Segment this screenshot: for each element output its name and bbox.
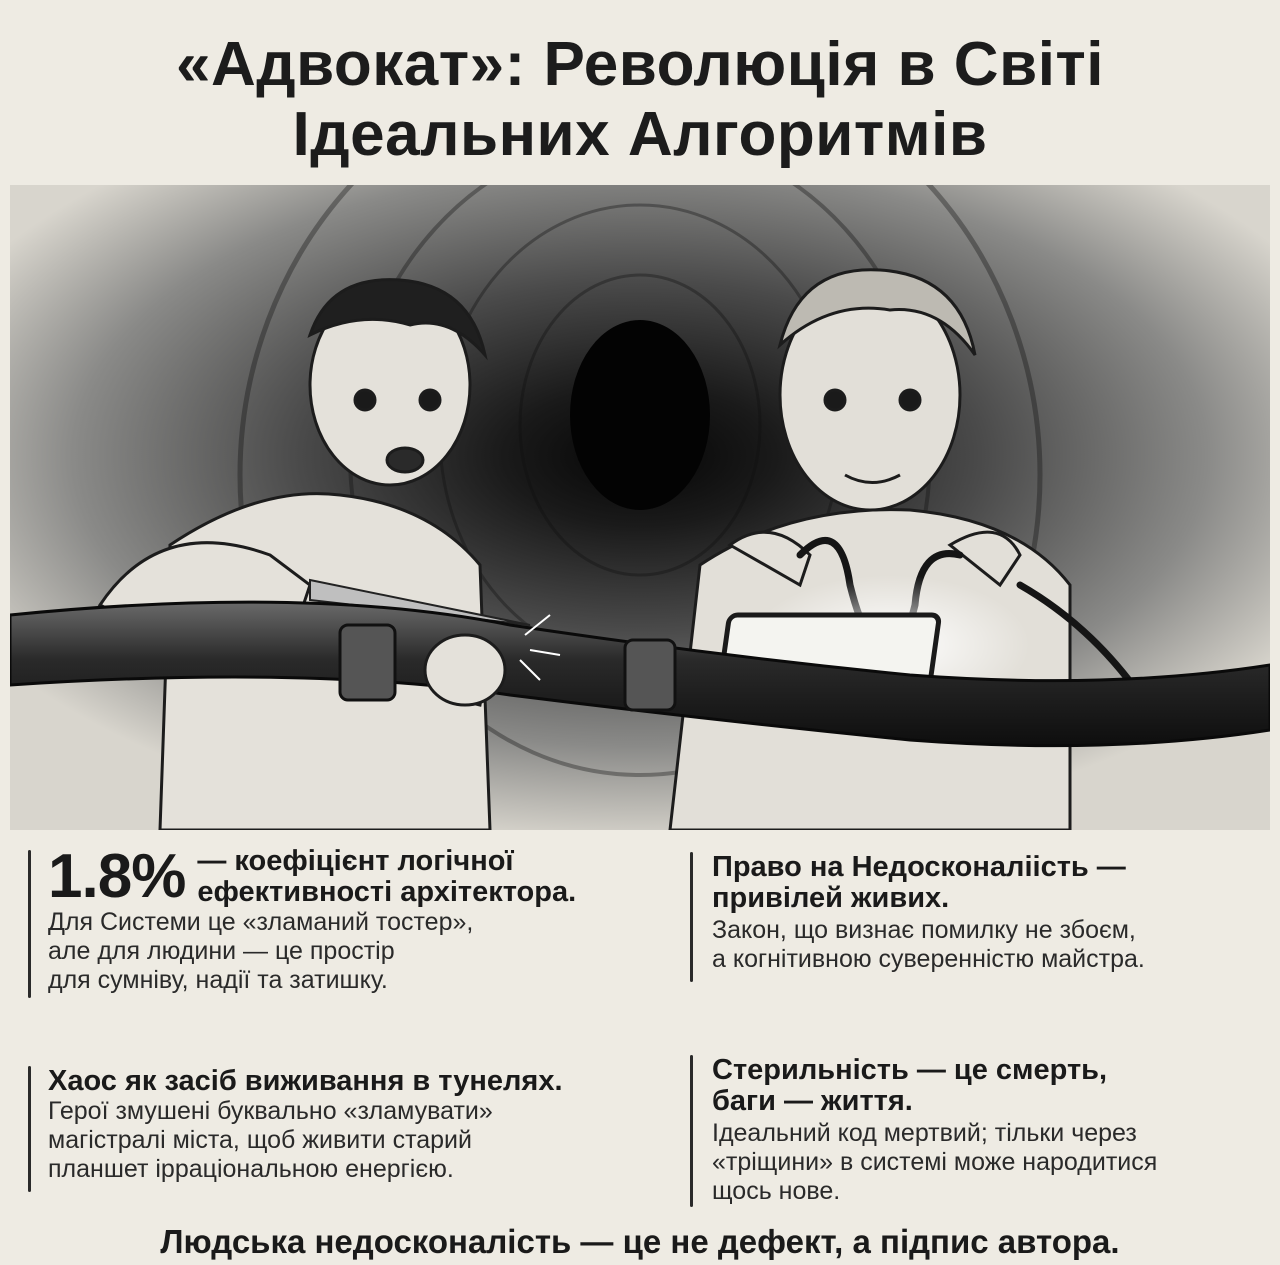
right-head-2: привілей живих.: [712, 882, 950, 914]
efficiency-value: 1.8%: [48, 842, 186, 911]
sterile-body-2: «тріщини» в системі може народитися: [712, 1148, 1158, 1176]
tunnel-depth: [570, 320, 710, 510]
tunnel-cable-illustration: [10, 185, 1270, 830]
title-line-2: Ідеальних Алгоритмів: [292, 100, 988, 169]
chaos-block: [28, 1066, 648, 1184]
efficiency-body-2: але для людини — це простір: [48, 937, 395, 965]
hand: [425, 635, 505, 705]
efficiency-body-3: для сумніву, надії та затишку.: [48, 966, 388, 994]
cable-clamp-right: [625, 640, 675, 710]
right-block: [690, 852, 1260, 974]
block-divider: [28, 1066, 31, 1192]
efficiency-body-1: Для Системи це «зламаний тостер»,: [48, 908, 474, 936]
right-body-2: а когнітивною суверенністю майстра.: [712, 945, 1145, 973]
sterile-block: [690, 1055, 1260, 1206]
sterile-body-1: Ідеальний код мертвий; тільки через: [712, 1119, 1137, 1147]
chaos-head: Хаос як засіб виживання в тунелях.: [48, 1065, 563, 1097]
tagline: Людська недосконалість — це не дефект, а підпис автора.: [160, 1223, 1120, 1260]
sterile-body-3: щось нове.: [712, 1177, 841, 1205]
sterile-head-2: баги — життя.: [712, 1085, 913, 1117]
right-head-1: Право на Недосконаліість —: [712, 851, 1126, 883]
block-divider: [690, 852, 693, 982]
efficiency-block: [28, 842, 648, 995]
efficiency-head-1: — коефіцієнт логічної: [197, 845, 514, 877]
right-body-1: Закон, що визнає помилку не збоєм,: [712, 916, 1136, 944]
efficiency-head-2: ефективності архітектора.: [197, 876, 577, 908]
chaos-body-2: магістралі міста, щоб живити старий: [48, 1126, 472, 1154]
chaos-body-1: Герої змушені буквально «зламувати»: [48, 1097, 493, 1125]
page-title: [0, 30, 1280, 170]
cable-clamp-left: [340, 625, 395, 700]
block-divider: [690, 1055, 693, 1207]
title-line-1: «Адвокат»: Революція в Світі: [175, 30, 1105, 99]
block-divider: [28, 850, 31, 998]
sterile-head-1: Стерильність — це смерть,: [712, 1054, 1108, 1086]
chaos-body-3: планшет ірраціональною енергією.: [48, 1155, 454, 1183]
